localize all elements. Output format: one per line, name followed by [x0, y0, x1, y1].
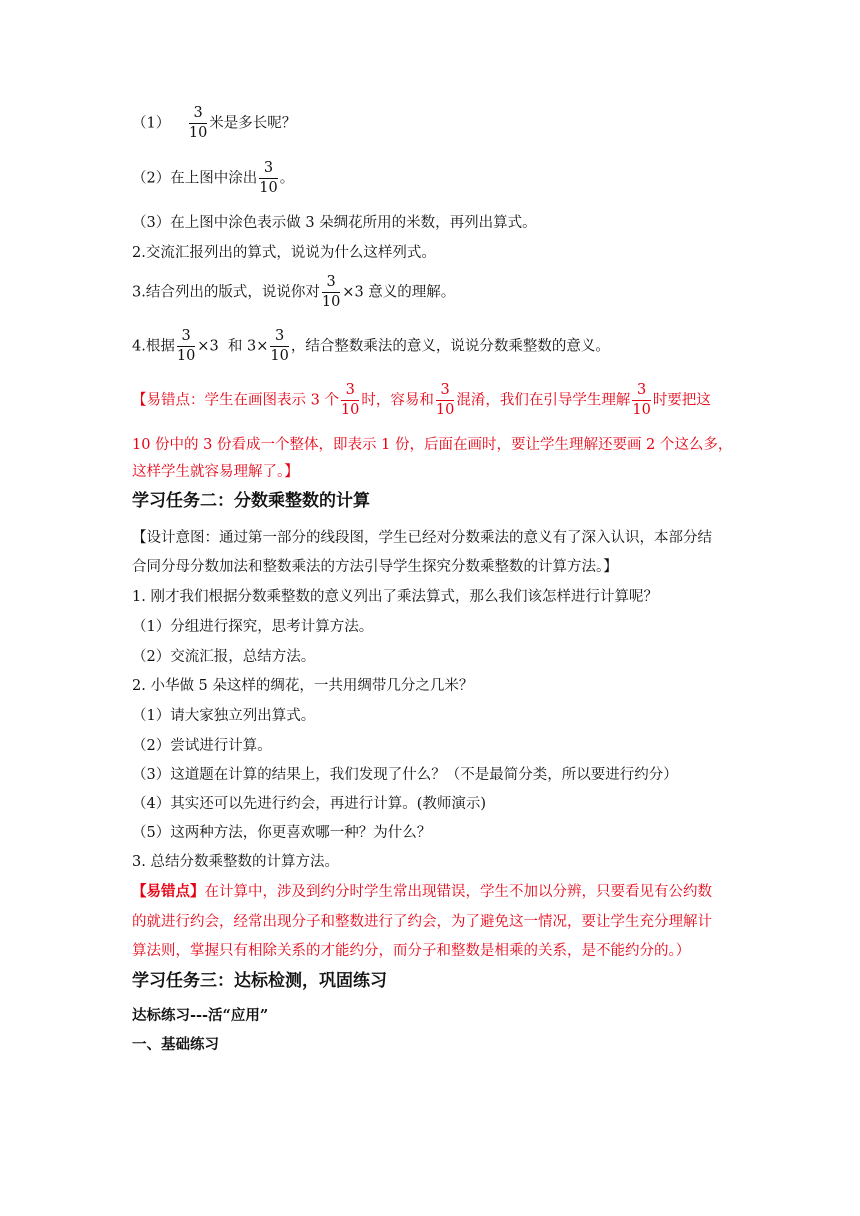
para-1-2: （2）交流汇报，总结方法。 — [132, 649, 316, 665]
error-note-2-line3: 算法则，掌握只有相除关系的才能约分，而分子和整数是相乘的关系，是不能约分的。） — [132, 943, 691, 959]
fraction: $\frac{3}{10}$ — [270, 328, 289, 364]
error-note-1: 【易错点：学生在画图表示 3 个 $\frac{3}{10}$ 时，容易和 $\frac{3}{10}$ 混淆，我们在引导学生理解 $\frac{3}{10}$ 时要把这 — [132, 382, 711, 418]
step4-suffix: ，结合整数乘法的意义，说说分数乘整数的意义。 — [290, 338, 610, 355]
design-intent-line2: 合同分母分数加法和整数乘法的方法引导学生探究分数乘整数的计算方法。】 — [132, 559, 618, 575]
step3-prefix: 3.结合列出的版式，说说你对 — [132, 284, 320, 301]
fraction: $\frac{3}{10}$ — [632, 382, 651, 418]
para-1-1: （1）分组进行探究，思考计算方法。 — [132, 619, 374, 635]
para-2-5: （5）这两种方法，你更喜欢哪一种？为什么？ — [132, 825, 432, 841]
basic-practice-heading: 一、基础练习 — [132, 1036, 219, 1053]
fraction: $\frac{3}{10}$ — [259, 160, 278, 196]
q1-line — [132, 104, 296, 143]
para-3: 3. 总结分数乘整数的计算方法。 — [132, 854, 339, 870]
fraction: $\frac{3}{10}$ — [176, 328, 196, 364]
para-2-3: （3）这道题在计算的结果上，我们发现了什么？（不是最简分类，所以要进行约分） — [132, 767, 678, 783]
fraction: $\frac{3}{10}$ — [188, 105, 208, 141]
step4-prefix: 4.根据 — [132, 338, 175, 355]
task3-heading: 学习任务三：达标检测，巩固练习 — [132, 971, 387, 991]
error-note-2-line2: 的就进行约会，经常出现分子和整数进行了约会，为了避免这一情况，要让学生充分理解计 — [132, 914, 712, 930]
step4-line — [132, 327, 610, 366]
para-2-4: （4）其实还可以先进行约会，再进行计算。(教师演示) — [132, 796, 487, 812]
error-tag: 【易错点】 — [132, 883, 205, 900]
error-note-2: 【易错点】在计算中，涉及到约分时学生常出现错误，学生不加以分辨，只要看见有公约数 — [132, 883, 712, 900]
task2-heading: 学习任务二：分数乘整数的计算 — [132, 491, 370, 511]
q1-prefix: （1） — [132, 115, 171, 132]
q2-prefix: （2）在上图中涂出 — [132, 170, 258, 187]
step3-suffix: ×3 意义的理解。 — [342, 284, 456, 301]
design-intent-line1: 【设计意图：通过第一部分的线段图，学生已经对分数乘法的意义有了深入认识，本部分结 — [132, 530, 712, 546]
q2-line — [132, 159, 294, 198]
q3-line: （3）在上图中涂色表示做 3 朵绸花所用的米数，再列出算式。 — [132, 215, 537, 231]
fraction: $\frac{3}{10}$ — [340, 382, 360, 418]
q2-suffix: 。 — [279, 170, 295, 187]
error-note-1-line2: 10 份中的 3 份看成一个整体，即表示 1 份，后面在画时，要让学生理解还要画 2 个这么多， — [132, 437, 733, 453]
error-note-1-line3: 这样学生就容易理解了。】 — [132, 464, 299, 480]
para-1: 1. 刚才我们根据分数乘整数的意义列出了乘法算式，那么我们该怎样进行计算呢？ — [132, 589, 658, 605]
step3-line — [132, 273, 455, 312]
para-2-1: （1）请大家独立列出算式。 — [132, 708, 316, 724]
step2-line: 2.交流汇报列出的算式，说说为什么这样列式。 — [132, 245, 436, 261]
q1-suffix: 米是多长呢？ — [209, 115, 297, 132]
para-2: 2. 小华做 5 朵这样的绸花，一共用绸带几分之几米？ — [132, 678, 474, 694]
fraction: $\frac{3}{10}$ — [435, 382, 455, 418]
step4-mid: ×3 和 3× — [197, 338, 269, 355]
para-2-2: （2）尝试进行计算。 — [132, 738, 272, 754]
fraction: $\frac{3}{10}$ — [321, 274, 341, 310]
practice-heading: 达标练习---活“应用” — [132, 1007, 269, 1024]
